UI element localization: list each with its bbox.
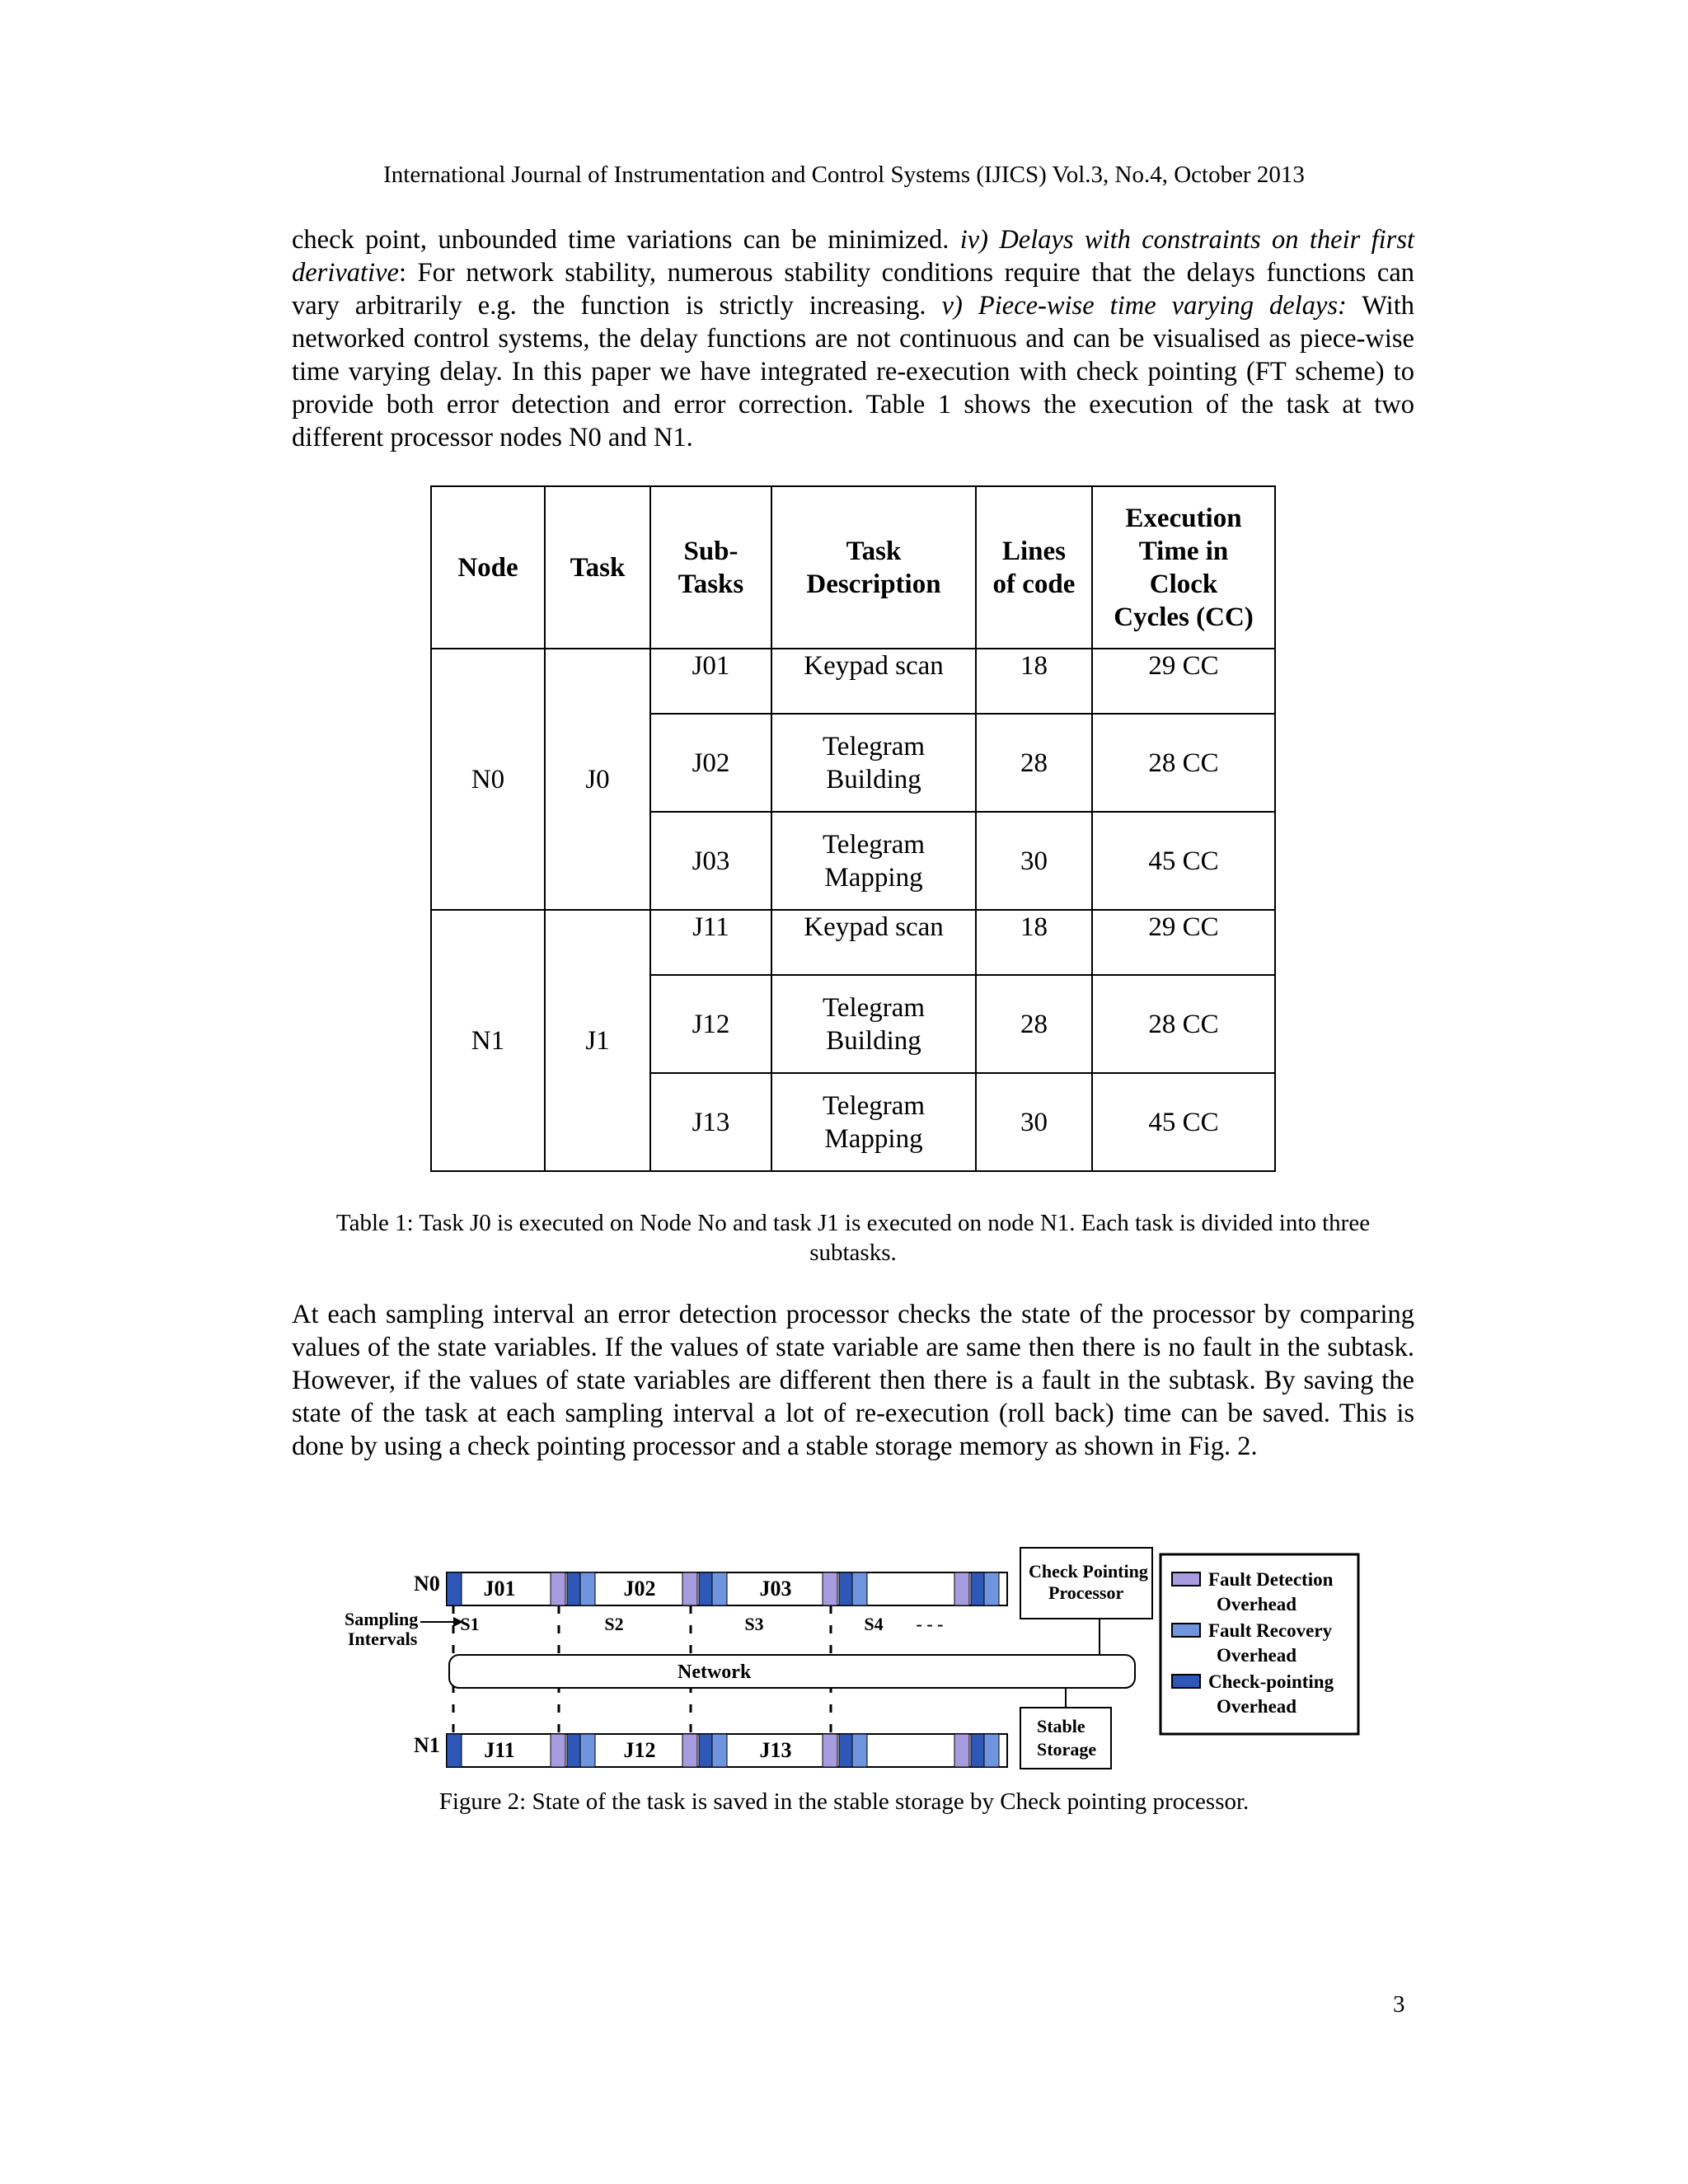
- table-row: [431, 649, 1275, 714]
- running-header: International Journal of Instrumentation and Control Systems (IJICS) Vol.3, No.4, October 2013: [383, 162, 1305, 188]
- legend-swatch: [1172, 1675, 1200, 1688]
- paragraph-1-run: iv) Delays with constraints on their first derivative: [292, 225, 1414, 288]
- n0-overhead-block: [823, 1572, 837, 1605]
- n0-overhead-block: [699, 1572, 714, 1605]
- checkpoint-label-2: Processor: [1048, 1582, 1124, 1603]
- n1-label: N1: [414, 1733, 440, 1757]
- n1-overhead-block: [567, 1734, 582, 1767]
- legend-swatch: [1172, 1624, 1200, 1637]
- n0-overhead-block: [954, 1572, 969, 1605]
- lines-cell: 28: [976, 975, 1092, 1073]
- n1-overhead-block: [712, 1734, 727, 1767]
- lines-cell: 18: [976, 910, 1092, 975]
- stable-label-1: Stable: [1037, 1716, 1085, 1736]
- n0-overhead-block: [447, 1572, 462, 1605]
- table-row: [431, 910, 1275, 975]
- description-cell: Keypad scan: [771, 910, 976, 975]
- n1-overhead-block: [984, 1734, 999, 1767]
- lines-cell: 28: [976, 714, 1092, 812]
- paragraph-2: At each sampling interval an error detection processor checks the state of the processor by comparing values of the state variables. If the values of state variable are same then there is no fault in the subtask. However, if the values of state variables are different then there is a fault in the subtask. By saving the state of the task at each sampling interval a lot of re-execution (roll back) time can be saved. This is done by using a check pointing processor and a stable storage memory as shown in Fig. 2.: [292, 1300, 1414, 1461]
- network-label: Network: [678, 1661, 752, 1683]
- table-1: [430, 485, 1276, 1172]
- time-cell: 45 CC: [1092, 1073, 1275, 1171]
- n1-job-label: J12: [623, 1738, 656, 1762]
- n0-overhead-block: [971, 1572, 986, 1605]
- paragraph-1-run: : For network stability, numerous stability conditions require that the delays functions can vary arbitrarily e.g. the function is strictly increasing.: [292, 258, 1414, 321]
- table-header-cell: Execution Time in Clock Cycles (CC): [1092, 486, 1275, 649]
- legend-label: Fault Detection: [1208, 1569, 1334, 1590]
- sampling-interval-label: S4: [864, 1614, 884, 1634]
- paragraph-1: [292, 223, 1414, 454]
- table-header-cell: Task: [545, 486, 650, 649]
- n0-overhead-block: [852, 1572, 867, 1605]
- table-header-cell: Sub- Tasks: [650, 486, 771, 649]
- n0-overhead-block: [839, 1572, 854, 1605]
- time-cell: 28 CC: [1092, 975, 1275, 1073]
- figure-caption: Figure 2: State of the task is saved in the stable storage by Check pointing processor.: [438, 1788, 1250, 1815]
- description-cell: Telegram Mapping: [771, 812, 976, 910]
- n0-job-label: J03: [759, 1577, 792, 1601]
- paragraph-1-run: With networked control systems, the delay functions are not continuous and can be visualised as piece-wise time varying delay. In this paper we have integrated re-execution with check pointing (FT scheme) to provide both error detection and error correction. Table 1 shows the execution of the task at two different processor nodes N0 and N1.: [292, 291, 1414, 452]
- n1-overhead-block: [699, 1734, 714, 1767]
- description-cell: Telegram Building: [771, 975, 976, 1073]
- n0-overhead-block: [984, 1572, 999, 1605]
- paragraph-1-run: check point, unbounded time variations can be minimized.: [292, 225, 960, 255]
- subtask-cell: J12: [650, 975, 771, 1073]
- n1-overhead-block: [954, 1734, 969, 1767]
- n0-overhead-block: [682, 1572, 697, 1605]
- lines-cell: 30: [976, 1073, 1092, 1171]
- time-cell: 45 CC: [1092, 812, 1275, 910]
- table-caption: Table 1: Task J0 is executed on Node No and task J1 is executed on node N1. Each task is divided into three subtasks.: [335, 1210, 1371, 1266]
- n0-job-label: J02: [623, 1577, 656, 1601]
- sampling-interval-label: - - -: [916, 1614, 944, 1634]
- lines-cell: 30: [976, 812, 1092, 910]
- sampling-interval-label: S3: [744, 1614, 764, 1634]
- n1-overhead-block: [447, 1734, 462, 1767]
- subtask-cell: J03: [650, 812, 771, 910]
- lines-cell: 18: [976, 649, 1092, 714]
- sampling-interval-label: S1: [460, 1614, 480, 1634]
- sampling-label-1: Sampling: [345, 1609, 419, 1629]
- n1-job-label: J13: [759, 1738, 792, 1762]
- table-header-cell: Node: [431, 486, 545, 649]
- checkpoint-label-1: Check Pointing: [1029, 1561, 1148, 1582]
- description-cell: Keypad scan: [771, 649, 976, 714]
- sampling-interval-label: S2: [604, 1614, 624, 1634]
- n1-job-label: J11: [484, 1738, 515, 1762]
- legend-label: Overhead: [1217, 1594, 1297, 1615]
- table-header-cell: Task Description: [771, 486, 976, 649]
- time-cell: 28 CC: [1092, 714, 1275, 812]
- subtask-cell: J11: [650, 910, 771, 975]
- subtask-cell: J01: [650, 649, 771, 714]
- subtask-cell: J13: [650, 1073, 771, 1171]
- task-cell: J0: [545, 649, 650, 910]
- subtask-cell: J02: [650, 714, 771, 812]
- legend-label: Overhead: [1217, 1645, 1297, 1666]
- page-number: 3: [1393, 1991, 1405, 2018]
- figure-2: [338, 1540, 1368, 1779]
- n1-overhead-block: [580, 1734, 595, 1767]
- table-header-cell: Lines of code: [976, 486, 1092, 649]
- task-cell: J1: [545, 910, 650, 1171]
- stable-label-2: Storage: [1037, 1739, 1097, 1760]
- node-cell: N1: [431, 910, 545, 1171]
- node-cell: N0: [431, 649, 545, 910]
- legend-label: Check-pointing: [1208, 1671, 1334, 1692]
- n0-label: N0: [414, 1572, 440, 1596]
- sampling-label-2: Intervals: [348, 1629, 418, 1649]
- description-cell: Telegram Building: [771, 714, 976, 812]
- n1-overhead-block: [839, 1734, 854, 1767]
- n1-overhead-block: [682, 1734, 697, 1767]
- legend-label: Overhead: [1217, 1696, 1297, 1717]
- description-cell: Telegram Mapping: [771, 1073, 976, 1171]
- n1-overhead-block: [971, 1734, 986, 1767]
- legend-swatch: [1172, 1572, 1200, 1586]
- legend-label: Fault Recovery: [1208, 1620, 1333, 1641]
- paragraph-1-run: v) Piece-wise time varying delays:: [941, 291, 1347, 321]
- n0-overhead-block: [712, 1572, 727, 1605]
- n0-overhead-block: [551, 1572, 565, 1605]
- time-cell: 29 CC: [1092, 649, 1275, 714]
- n0-job-label: J01: [483, 1577, 516, 1601]
- n1-overhead-block: [823, 1734, 837, 1767]
- n0-overhead-block: [580, 1572, 595, 1605]
- n1-overhead-block: [852, 1734, 867, 1767]
- n1-overhead-block: [551, 1734, 565, 1767]
- time-cell: 29 CC: [1092, 910, 1275, 975]
- n0-overhead-block: [567, 1572, 582, 1605]
